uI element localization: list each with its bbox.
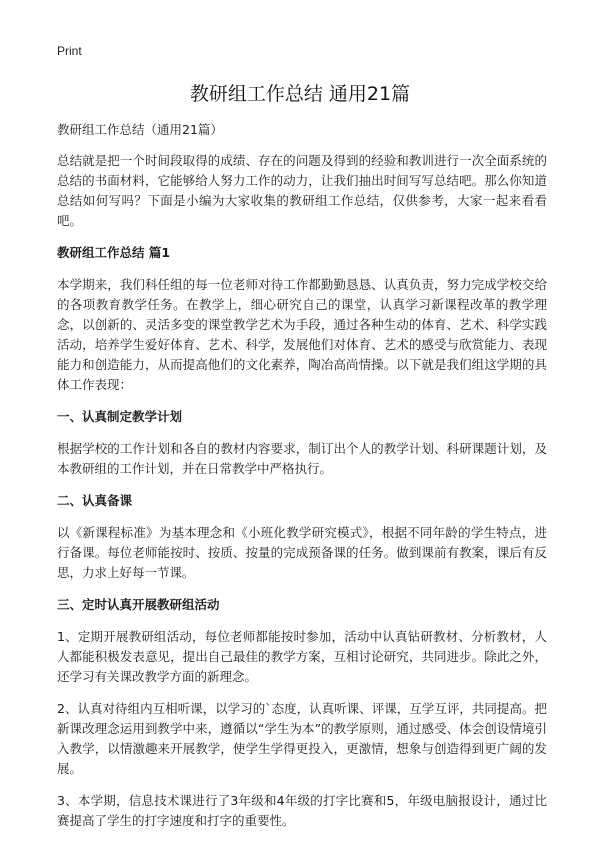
section-intro-paragraph: 本学期来，我们科任组的每一位老师对待工作都勤勤恳恳、认真负责，努力完成学校交给的各项教育教学任务。在教学上，细心研究自己的课堂，认真学习新课程改革的教学理念，以创新的、灵活多变的课堂教学艺术为手段，通过各种生动的体育、艺术、科学实践活动，培养学生爱好体育、艺术、科学，发展他们对体育、艺术的感受与欣赏能力、表现能力和创造能力，从而提高他们的文化素养，陶冶高尚情操。以下就是我们组这学期的具体工作表现： [57,277,547,392]
heading-group-activities: 三、定时认真开展教研组活动 [57,597,220,612]
heading-teaching-plan: 一、认真制定教学计划 [57,409,183,424]
document-subtitle: 教研组工作总结（通用21篇） [57,122,223,137]
print-label: Print [57,44,82,58]
intro-paragraph: 总结就是把一个时间段取得的成绩、存在的问题及得到的经验和教训进行一次全面系统的总结的书面材料，它能够给人努力工作的动力，让我们抽出时间写写总结吧。那么你知道总结如何写吗？下面是小编为大家收集的教研组工作总结，仅供参考，大家一起来看看吧。 [57,153,547,228]
page-title: 教研组工作总结 通用21篇 [189,83,411,105]
teaching-plan-paragraph: 根据学校的工作计划和各自的教材内容要求，制订出个人的教学计划、科研课题计划，及本教研组的工作计划，并在日常教学中严格执行。 [57,441,547,476]
section-title: 教研组工作总结 篇1 [57,245,171,260]
activity-item-3: 3、本学期，信息技术课进行了3年级和4年级的打字比赛和5，年级电脑报设计，通过比赛提高了学生的打字速度和打字的重要性。 [57,793,547,828]
heading-lesson-prep: 二、认真备课 [57,493,133,508]
activity-item-1: 1、定期开展教研组活动，每位老师都能按时参加，活动中认真钻研教材、分析教材，人人都能积极发表意见，提出自己最佳的教学方案，互相讨论研究，共同进步。除此之外，还学习有关课改教学方面的新理念。 [57,629,547,684]
activity-item-2: 2、认真对待组内互相听课，以学习的`态度，认真听课、评课，互学互评，共同提高。把新课改理念运用到教学中来，遵循以“学生为本”的教学原则，通过感受、体会创设情境引入教学，以情激趣来开展教学，使学生学得更投入，更激情，想象与创造得到更广阔的发展。 [57,701,547,776]
lesson-prep-paragraph: 以《新课程标准》为基本理念和《小班化教学研究模式》，根据不同年龄的学生特点，进行备课。每位老师能按时、按质、按量的完成预备课的任务。做到课前有教案，课后有反思，力求上好每一节课。 [57,525,547,580]
document-body [57,120,547,843]
